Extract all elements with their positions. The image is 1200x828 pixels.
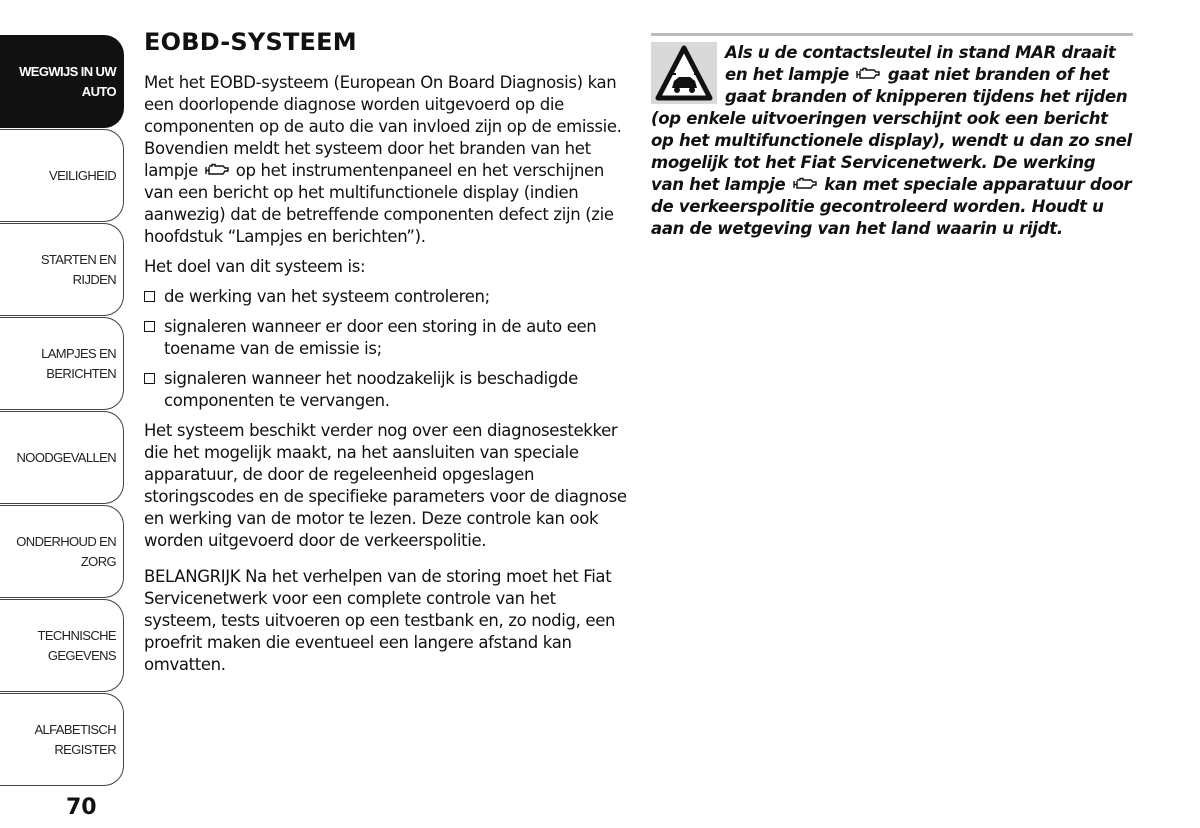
- paragraph-text: op het instrumentenpaneel en het verschijnen van een bericht op het multifunctionele display (indien aanwezig) dat de betreffende componenten defect zijn (zie hoofdstuk “Lampjes en berichten”).: [144, 161, 614, 246]
- engine-check-icon: [203, 163, 231, 177]
- paragraph-text: Met het EOBD-systeem (European On Board Diagnosis) kan een doorlopende diagnose worden uitgevoerd op die componenten op de auto die van invloed zijn op de emissie. Bovendien meldt het systeem door het branden van het lampje: [144, 73, 622, 180]
- page-title: EOBD-SYSTEEM: [144, 28, 357, 56]
- tab-label: LAMPJES EN BERICHTEN: [41, 345, 116, 381]
- list-item: signaleren wanneer er door een storing in de auto een toename van de emissie is;: [144, 316, 628, 360]
- list-item: signaleren wanneer het noodzakelijk is beschadigde componenten te vervangen.: [144, 368, 628, 412]
- tab-label: WEGWIJS IN UW AUTO: [19, 63, 116, 99]
- paragraph-intro: [144, 72, 628, 248]
- paragraph-purpose: Het doel van dit systeem is:: [144, 257, 366, 276]
- checkbox-bullet-icon: [144, 321, 155, 332]
- purpose-list: [144, 286, 628, 412]
- paragraph-diagnosis: Het systeem beschikt verder nog over een diagnosestekker die het mogelijk maakt, na het aansluiten van speciale apparatuur, de door de regeleenheid opgeslagen storingscodes en de specifieke parameters voor de diagnose en werking van de motor te lezen. Deze controle kan ook worden uitgevoerd door de verkeerspolitie.: [144, 421, 627, 550]
- list-item: de werking van het systeem controleren;: [144, 286, 628, 308]
- warning-triangle-icon: [651, 42, 717, 104]
- tab-alfabetisch-register[interactable]: [0, 693, 124, 786]
- page-number: 70: [66, 795, 97, 820]
- engine-check-icon: [791, 177, 819, 191]
- tab-label: TECHNISCHE GEGEVENS: [37, 627, 116, 663]
- tab-label: VEILIGHEID: [49, 167, 116, 183]
- tab-technische-gegevens[interactable]: [0, 599, 124, 692]
- tab-onderhoud-en-zorg[interactable]: [0, 505, 124, 598]
- tab-label: NOODGEVALLEN: [16, 449, 116, 465]
- paragraph-important: BELANGRIJK Na het verhelpen van de storing moet het Fiat Servicenetwerk voor een complete controle van het systeem, tests uitvoeren op een testbank en, zo nodig, een proefrit maken die eventueel een langere afstand kan omvatten.: [144, 567, 616, 674]
- checkbox-bullet-icon: [144, 291, 155, 302]
- warning-text: Als u de contactsleutel in stand MAR draait en het lampje gaat niet branden of het gaat branden of knipperen tijdens het rijden (op enkele uitvoeringen verschijnt ook een bericht op het multifunctionele display), wendt u dan zo snel mogelijk tot het Fiat Servicenetwerk. De werking van het lampje kan met speciale apparatuur door de verkeerspolitie gecontroleerd worden. Houdt u aan de wetgeving van het land waarin u rijdt.: [651, 43, 1132, 238]
- tab-wegwijs-in-uw-auto[interactable]: [0, 35, 124, 128]
- checkbox-bullet-icon: [144, 373, 155, 384]
- divider: [651, 33, 1133, 36]
- engine-check-icon: [854, 67, 882, 81]
- tab-starten-en-rijden[interactable]: [0, 223, 124, 316]
- tab-lampjes-en-berichten[interactable]: [0, 317, 124, 410]
- tab-label: ALFABETISCH REGISTER: [34, 721, 116, 757]
- tab-label: ONDERHOUD EN ZORG: [16, 533, 116, 569]
- main-content: [144, 28, 628, 684]
- tab-veiligheid[interactable]: [0, 129, 124, 222]
- tab-label: STARTEN EN RIJDEN: [40, 251, 116, 287]
- tab-noodgevallen[interactable]: [0, 411, 124, 504]
- warning-box: [651, 33, 1133, 240]
